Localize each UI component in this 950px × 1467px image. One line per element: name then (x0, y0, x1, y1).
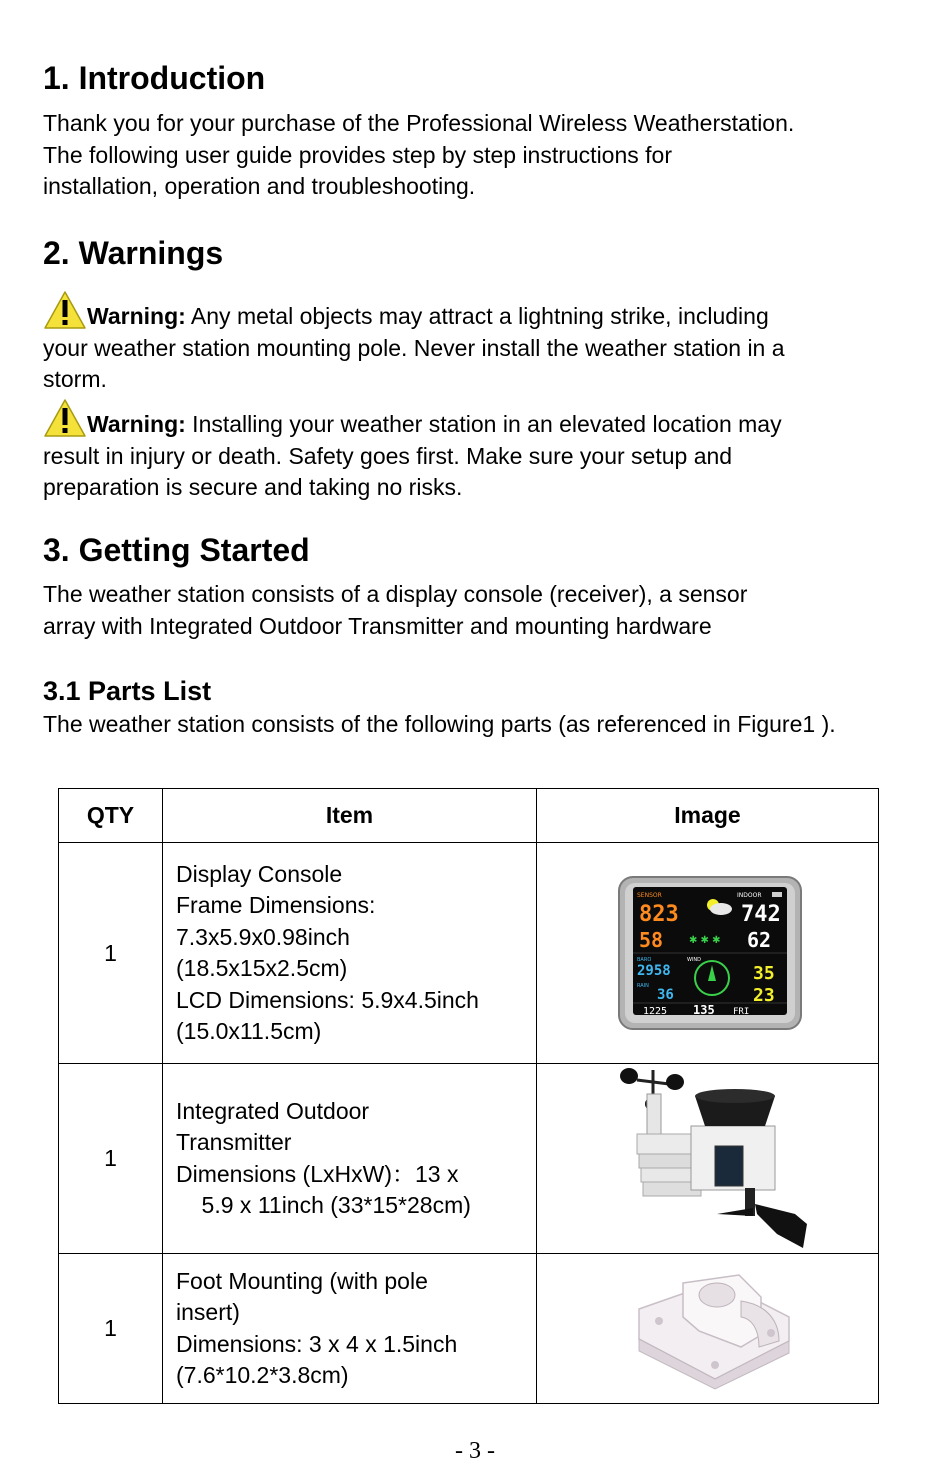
column-header-image: Image (537, 789, 879, 843)
lcd-outdoor-temp: 823 (638, 901, 679, 927)
lcd-indoor-humidity: 62 (746, 927, 771, 952)
qty-cell: 1 (59, 1254, 163, 1404)
column-header-qty: QTY (59, 789, 163, 843)
lcd-uv: 23 (752, 984, 775, 1006)
warning-label: Warning: (87, 303, 186, 329)
item-line: Dimensions (LxHxW)：13 x (176, 1160, 459, 1187)
table-row (59, 843, 879, 1064)
qty-cell: 1 (59, 843, 163, 1064)
warning-block-1 (43, 290, 913, 396)
warning-text: result in injury or death. Safety goes first. Make sure your setup and (43, 442, 733, 469)
warning-text: Installing your weather station in an elevated location may (185, 411, 782, 437)
lcd-time-mid: 135 (692, 1002, 715, 1017)
parts-list-intro: The weather station consists of the following parts (as referenced in Figure1 ). (43, 711, 836, 737)
lcd-indoor-temp: 742 (740, 901, 781, 927)
lcd-gust: 35 (752, 962, 775, 984)
lcd-time-left: 1225 (642, 1005, 667, 1017)
lcd-rain: 36 (656, 986, 674, 1003)
lcd-sensor-label: SENSOR (636, 891, 662, 899)
warning-block-2 (43, 398, 913, 504)
item-cell (163, 1064, 537, 1254)
item-line: 7.3x5.9x0.98inch (176, 923, 350, 950)
image-cell (537, 843, 879, 1064)
getting-started-line: The weather station consists of a display console (receiver), a sensor (43, 581, 748, 607)
intro-line: Thank you for your purchase of the Professional Wireless Weatherstation. (43, 110, 795, 136)
intro-line: installation, operation and troubleshooting. (43, 173, 476, 199)
getting-started-line: array with Integrated Outdoor Transmitter and mounting hardware (43, 612, 712, 639)
item-line: (15.0x11.5cm) (176, 1018, 322, 1044)
foot-mounting-image (629, 1261, 799, 1391)
lcd-baro-label: BARO (636, 956, 651, 963)
warnings-heading: 2. Warnings (43, 235, 224, 271)
parts-table (58, 788, 879, 1404)
image-cell (537, 1254, 879, 1404)
forecast-stars: ✱ ✱ ✱ (688, 934, 720, 946)
lcd-day: FRI (732, 1006, 749, 1017)
getting-started-heading: 3. Getting Started (43, 532, 310, 568)
item-cell (163, 843, 537, 1064)
table-header-row (59, 789, 879, 843)
item-line: insert) (176, 1299, 240, 1325)
cloud-icon (710, 903, 732, 915)
item-line: Frame Dimensions: (176, 892, 376, 918)
outdoor-transmitter-image (607, 1064, 817, 1248)
lcd-outdoor-humidity: 58 (638, 927, 663, 952)
item-line: Transmitter (176, 1129, 292, 1155)
lcd-rain-label: RAIN (636, 982, 649, 989)
item-line: Integrated Outdoor (176, 1097, 370, 1124)
qty-cell: 1 (59, 1064, 163, 1254)
warning-text: storm. (43, 366, 107, 392)
item-line: 5.9 x 11inch (33*15*28cm) (176, 1192, 471, 1218)
warning-label: Warning: (87, 411, 186, 437)
lcd-baro: 2958 (636, 962, 671, 979)
item-line: Display Console (176, 860, 343, 887)
table-row (59, 1254, 879, 1404)
battery-icon (772, 892, 782, 897)
display-console-image (617, 875, 803, 1031)
warning-text: Any metal objects may attract a lightning strike, including (185, 303, 769, 329)
item-line: (18.5x15x2.5cm) (176, 955, 348, 981)
page-number: - 3 - (455, 1438, 495, 1464)
lcd-indoor-label: INDOOR (736, 891, 761, 899)
warning-text: your weather station mounting pole. Never install the weather station in a (43, 334, 785, 361)
warning-icon (43, 290, 87, 330)
warning-text: preparation is secure and taking no risks. (43, 474, 463, 500)
table-row (59, 1064, 879, 1254)
item-cell (163, 1254, 537, 1404)
intro-paragraph (43, 108, 943, 203)
item-line: Dimensions: 3 x 4 x 1.5inch (176, 1330, 458, 1357)
intro-heading: 1. Introduction (43, 60, 266, 96)
intro-line: The following user guide provides step by step instructions for (43, 141, 672, 168)
item-line: Foot Mounting (with pole (176, 1267, 428, 1294)
warning-icon (43, 398, 87, 438)
parts-list-heading: 3.1 Parts List (43, 676, 212, 706)
solar-panel-icon (715, 1146, 743, 1186)
item-line: (7.6*10.2*3.8cm) (176, 1362, 349, 1388)
lcd-wind-label: WIND (686, 956, 701, 963)
item-line: LCD Dimensions: 5.9x4.5inch (176, 986, 479, 1013)
column-header-item: Item (163, 789, 537, 843)
image-cell (537, 1064, 879, 1254)
getting-started-paragraph (43, 579, 943, 642)
